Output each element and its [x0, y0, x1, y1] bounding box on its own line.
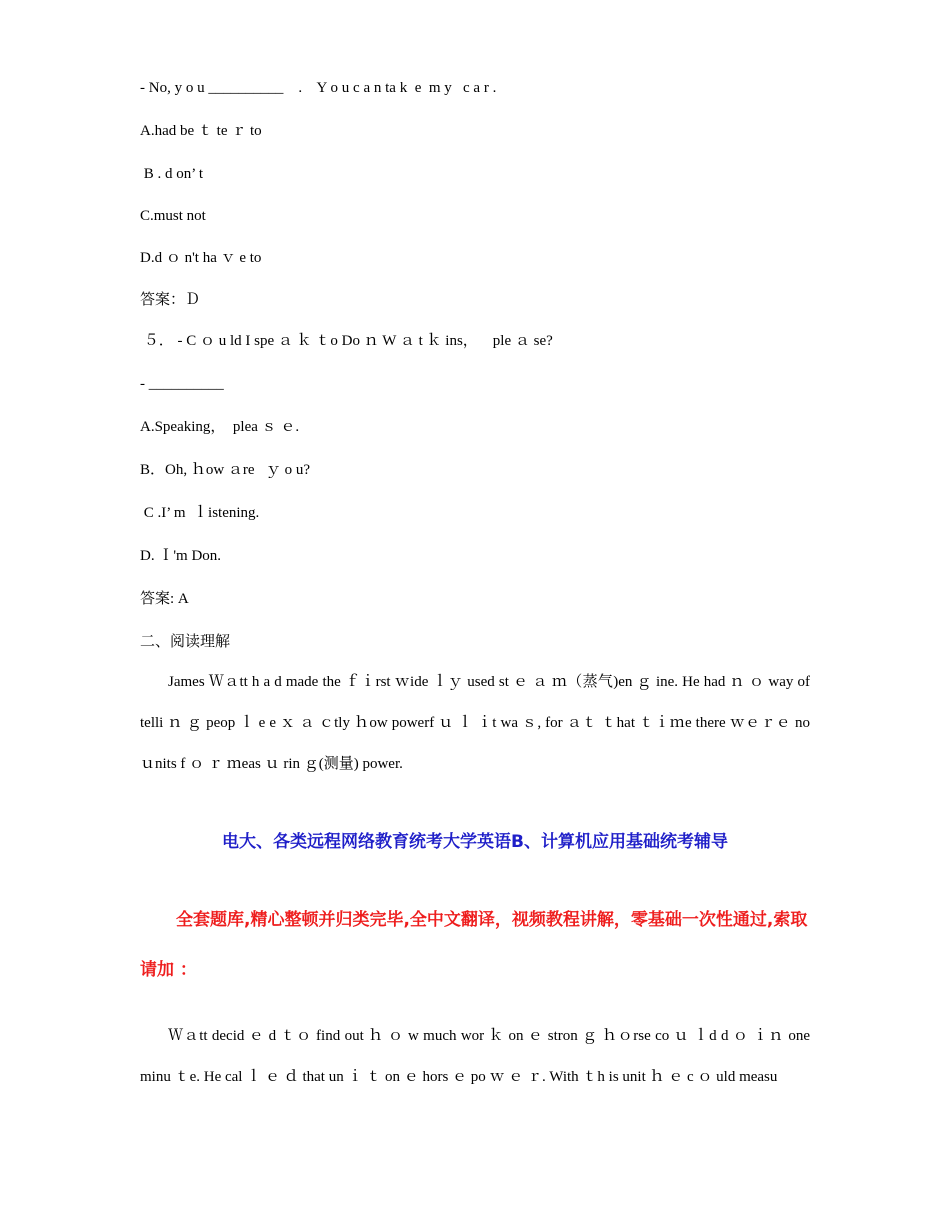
option-d: D. Ｉ'm Don. [140, 548, 222, 564]
option-a: A.had be ｔ te ｒ to [140, 123, 262, 139]
option-d: D.d ｏ n't ha ｖ e to [140, 250, 262, 266]
question-4-stem: - No, y o u __________ . Y o u c a n ta k e m y c a r . [140, 80, 497, 96]
question-5-blank: - __________ [140, 376, 224, 392]
ad-banner-red: 全套题库,精心整顿并归类完毕,全中文翻译，视频教程讲解，零基础一次性通过,索取请加 ： [140, 910, 808, 980]
option-c: C.must not [140, 208, 206, 224]
option-b: B . d on’ t [140, 166, 204, 182]
answer-5: 答案: A [140, 591, 189, 607]
question-5-stem: ５． - C ｏ u ld I spe ａ ｋ ｔo Do ｎ W ａ t ｋ ins， ple ａ se? [140, 333, 553, 349]
passage-paragraph-2: Ｗａtt decid ｅ d ｔｏ find out ｈ ｏ w much wor ｋ on ｅ stron ｇ ｈｏrse co ｕ ｌd d ｏ ｉｎ one minu ｔe. He cal ｌ ｅ ｄ that un ｉ ｔ on ｅ hors ｅ po ｗ ｅ ｒ. With ｔh is unit ｈ ｅ c ｏ uld measu [140, 1028, 810, 1085]
option-b: B．Oh, ｈow ａre ｙ o u? [140, 462, 310, 478]
option-c: C .I’ m ｌistening. [140, 505, 260, 521]
answer-4: 答案：Ｄ [140, 292, 201, 308]
option-a: A.Speaking， plea ｓ ｅ. [140, 419, 300, 435]
section-title: 二、阅读理解 [140, 634, 231, 650]
ad-banner-blue: 电大、各类远程网络教育统考大学英语B、计算机应用基础统考辅导 [222, 832, 728, 852]
passage-paragraph-1: James Ｗａtt h a d made the ｆｉrst ｗide ｌｙ used st ｅ ａ ｍ（蒸气)en ｇ ine. He had ｎ ｏ way of telli ｎ ｇ peop ｌ e e ｘ ａ ｃtly ｈow powerf ｕ ｌ ｉt wa ｓ, for ａｔ ｔhat ｔｉｍe there ｗｅｒｅ no ｕnits f ｏ ｒ ｍeas ｕ rin ｇ(测量) power. [140, 674, 810, 772]
